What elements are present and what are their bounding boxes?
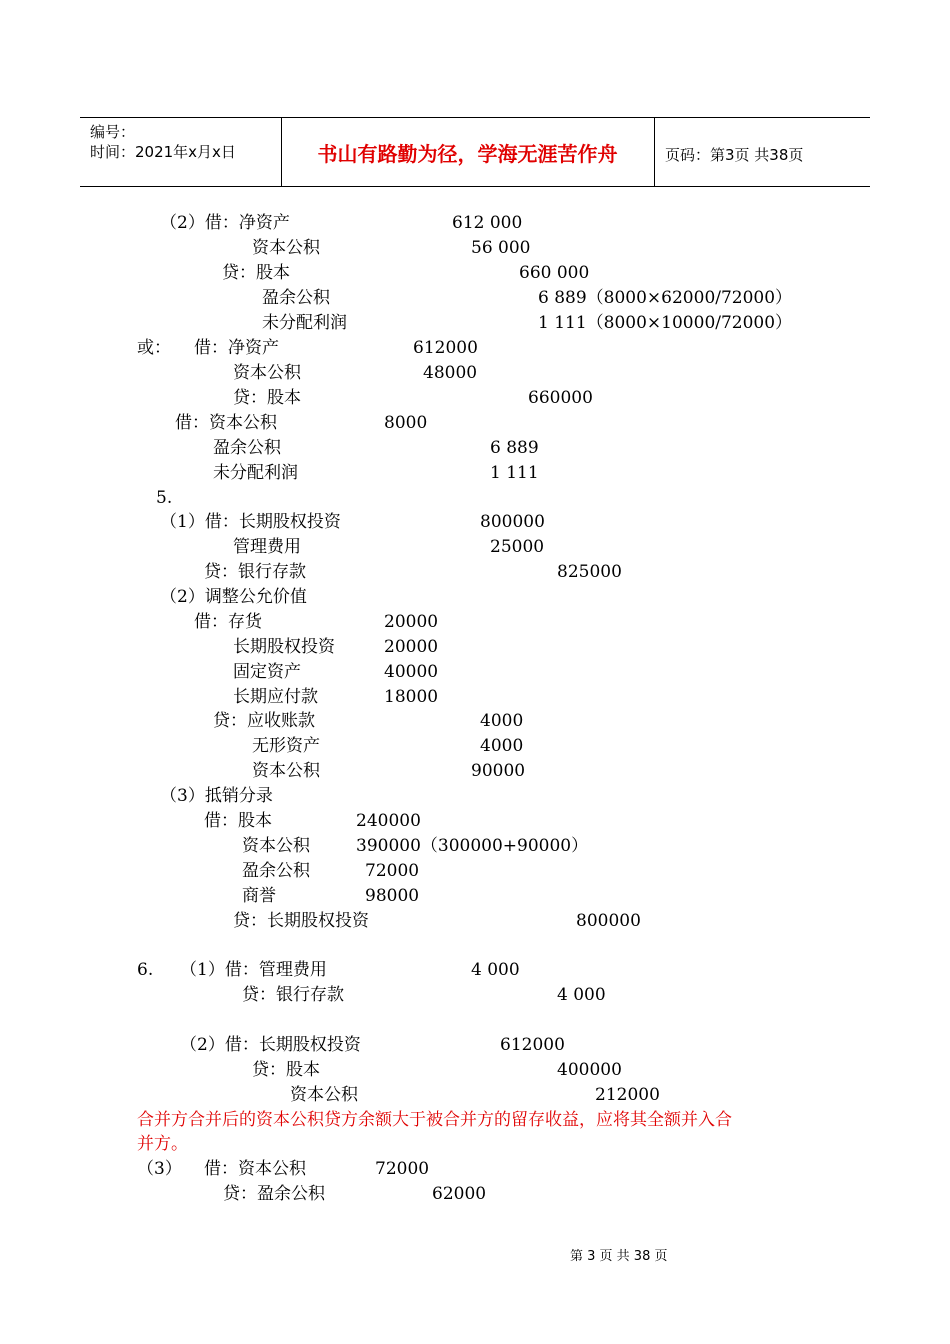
entry-text: 660000	[528, 388, 593, 408]
page-header	[80, 117, 870, 187]
entry-text: 18000	[384, 687, 439, 707]
entry-text: 借：股本	[204, 811, 272, 831]
entry-text: 98000	[365, 886, 420, 906]
entry-text: 长期应付款	[233, 687, 318, 707]
entry-text: 贷：应收账款	[213, 711, 315, 731]
entry-text: （1）借：管理费用	[180, 960, 327, 980]
entry-text: 未分配利润	[262, 313, 347, 333]
entry-text: 660 000	[519, 263, 590, 283]
entry-text: 贷：股本	[233, 388, 301, 408]
entry-text: 800000	[576, 911, 641, 931]
entry-text: 贷：银行存款	[204, 562, 306, 582]
entry-text: 62000	[432, 1184, 487, 1204]
entry-text: 6 889（8000×62000/72000）	[538, 288, 793, 308]
entry-text: 56 000	[471, 238, 531, 258]
entry-text: 盈余公积	[262, 288, 330, 308]
entry-text: 借：存货	[194, 612, 262, 632]
header-page-info: 页码：第3页 共38页	[665, 146, 804, 164]
entry-text: 240000	[356, 811, 421, 831]
entry-text: 贷：股本	[252, 1060, 320, 1080]
entry-text: 1 111（8000×10000/72000）	[538, 313, 793, 333]
entry-text: 612000	[413, 338, 478, 358]
entry-text: 贷：股本	[222, 263, 290, 283]
entry-text: 贷：盈余公积	[223, 1184, 325, 1204]
entry-text: 612000	[500, 1035, 565, 1055]
entry-text: 4000	[480, 711, 524, 731]
entry-text: 400000	[557, 1060, 622, 1080]
entry-text: 4000	[480, 736, 524, 756]
entry-text: 4 000	[557, 985, 606, 1005]
date-line: 时间：2021年x月x日	[90, 143, 236, 161]
entry-text: （1）借：长期股权投资	[160, 512, 341, 532]
entry-text: （3）抵销分录	[160, 786, 273, 806]
entry-text: 48000	[423, 363, 478, 383]
entry-text: （3）	[137, 1159, 182, 1179]
entry-text: 20000	[384, 612, 439, 632]
entry-text: 1 111	[490, 463, 539, 483]
entry-text: 资本公积	[290, 1085, 358, 1105]
entry-text: 612 000	[452, 213, 523, 233]
entry-text: 资本公积	[252, 238, 320, 258]
entry-text: 212000	[595, 1085, 660, 1105]
entry-text: （2）调整公允价值	[160, 587, 307, 607]
entry-text: 未分配利润	[213, 463, 298, 483]
entry-text: 无形资产	[252, 736, 320, 756]
entry-text: 贷：银行存款	[242, 985, 344, 1005]
entry-text: 商誉	[242, 886, 276, 906]
entry-text: 8000	[384, 413, 428, 433]
entry-text: 固定资产	[233, 662, 301, 682]
entry-text: 资本公积	[252, 761, 320, 781]
entry-text: 6 889	[490, 438, 539, 458]
entry-text: 盈余公积	[213, 438, 281, 458]
entry-text: 借：资本公积	[175, 413, 277, 433]
red-note-line-2: 并方。	[137, 1134, 188, 1154]
entry-text: 825000	[557, 562, 622, 582]
entry-text: 90000	[471, 761, 526, 781]
red-note-line-1: 合并方合并后的资本公积贷方余额大于被合并方的留存收益，应将其全额并入合	[137, 1110, 732, 1130]
entry-text: 6.	[137, 960, 154, 980]
entry-text: 管理费用	[233, 537, 301, 557]
entry-text: 或：	[137, 338, 171, 358]
entry-text: （2）借：净资产	[160, 213, 290, 233]
entry-text: 借：资本公积	[204, 1159, 306, 1179]
page-footer: 第 3 页 共 38 页	[570, 1249, 668, 1264]
entry-text: （2）借：长期股权投资	[180, 1035, 361, 1055]
serial-label: 编号：	[90, 123, 136, 141]
entry-text: 20000	[384, 637, 439, 657]
entry-text: 800000	[480, 512, 545, 532]
entry-text: 资本公积	[233, 363, 301, 383]
entry-text: 72000	[365, 861, 420, 881]
entry-text: 5.	[156, 488, 173, 508]
entry-text: 25000	[490, 537, 545, 557]
entry-text: 40000	[384, 662, 439, 682]
entry-text: 贷：长期股权投资	[233, 911, 369, 931]
header-meta	[90, 122, 236, 162]
header-motto: 书山有路勤为径，学海无涯苦作舟	[317, 141, 618, 166]
entry-text: 72000	[375, 1159, 430, 1179]
entry-text: 借：净资产	[194, 338, 279, 358]
entry-text: 长期股权投资	[233, 637, 335, 657]
entry-text: 资本公积	[242, 836, 310, 856]
entry-text: 4 000	[471, 960, 520, 980]
entry-text: 盈余公积	[242, 861, 310, 881]
entry-text: 390000（300000+90000）	[356, 836, 589, 856]
header-divider	[654, 118, 655, 186]
